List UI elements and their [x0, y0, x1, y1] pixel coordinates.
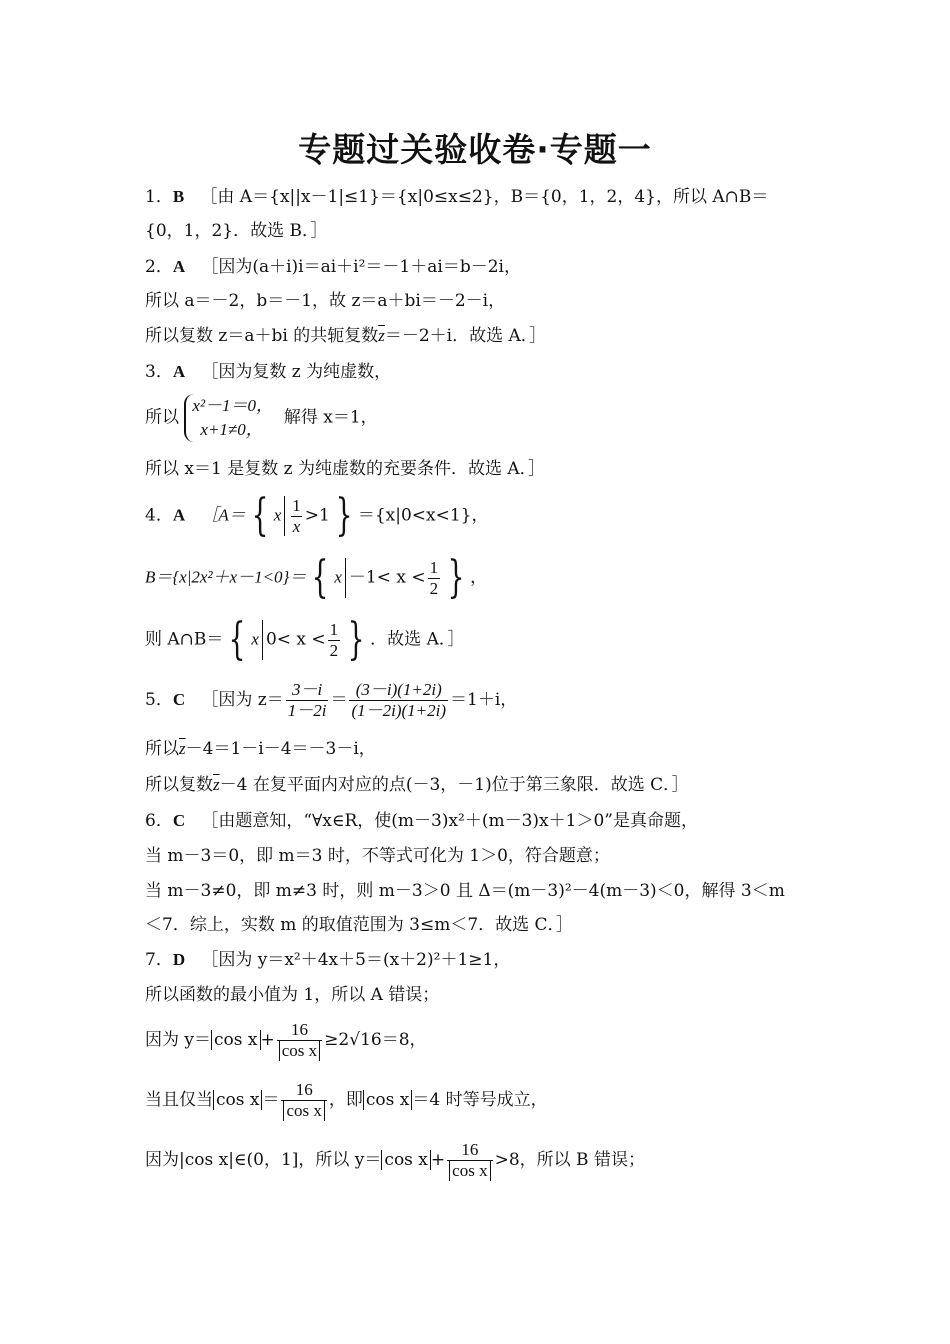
answer-4-line-2	[145, 552, 488, 603]
answer-1-line-1	[145, 186, 768, 208]
denominator	[447, 1160, 492, 1181]
answer-2-line-3	[145, 325, 546, 347]
equation-row: x²－1＝0，	[192, 396, 274, 415]
equation-system	[184, 394, 273, 442]
denominator: 2	[329, 640, 339, 660]
answer-3-system	[145, 394, 378, 442]
set-condition: 0< x <	[265, 629, 326, 650]
explanation-text: B＝{x|2x²＋x－1<0}＝	[145, 567, 307, 587]
absolute-value: cos x	[213, 1090, 262, 1110]
inequality: >1	[304, 505, 330, 526]
explanation-text: 所以	[145, 407, 179, 428]
answer-5-line-2	[145, 738, 376, 760]
answer-letter: B	[172, 187, 185, 206]
answer-5-line-1	[145, 680, 517, 721]
absolute-value: cos x	[363, 1090, 412, 1110]
answer-letter: A	[172, 505, 186, 525]
explanation-text: 因为 y＝	[145, 1030, 212, 1050]
answer-letter: C	[172, 690, 186, 709]
right-brace: }	[447, 552, 465, 603]
explanation-text: 则 A∩B＝	[145, 629, 224, 650]
equals-sign: ＝	[262, 1090, 280, 1110]
explanation-text: ［A＝	[201, 505, 246, 525]
numerator: 3－i	[291, 680, 323, 699]
answer-7-line-1	[145, 949, 510, 971]
fraction	[277, 1020, 322, 1061]
plus-sign: +	[260, 1030, 275, 1050]
fraction	[428, 558, 441, 599]
conjugate-z: $\overline{z}$	[378, 326, 385, 345]
set-condition: －1< x <	[348, 567, 426, 588]
set-separator	[345, 558, 346, 598]
explanation-text: ．故选 A．］	[370, 629, 465, 650]
explanation-text: ［由题意知，“∀x∈R，使(m－3)x²＋(m－3)x＋1＞0”是真命题，	[201, 811, 698, 831]
explanation-text: 因为|cos x|∈(0，1]，所以 y＝	[145, 1150, 382, 1170]
equation-row: x+1≠0，	[200, 420, 263, 439]
set-variable: x	[334, 567, 342, 587]
explanation-text: －4＝1－i－4＝－3－i，	[185, 739, 376, 759]
explanation-text: 当 m－3≠0，即 m≠3 时，则 m－3＞0 且 Δ＝(m－3)²－4(m－3)＜0，解得 3＜m	[145, 881, 785, 901]
answer-6-line-1	[145, 810, 698, 832]
explanation-text: ［由 A＝{x||x－1|≤1}＝{x|0≤x≤2}，B＝{0，1，2，4}，所以 A∩B＝	[200, 187, 769, 207]
denominator: 1－2i	[287, 701, 327, 720]
explanation-text: 所以	[145, 739, 179, 759]
answer-letter: A	[172, 257, 186, 276]
explanation-text: ，即	[328, 1090, 363, 1110]
numerator: 1	[292, 495, 301, 515]
set-separator	[262, 620, 263, 660]
absolute-value: cos x	[449, 1161, 490, 1181]
item-number: 6．	[145, 811, 173, 831]
explanation-text: 所以复数	[145, 775, 213, 795]
explanation-text: ＝{x|0<x<1}，	[357, 505, 489, 526]
explanation-text: ［因为 z＝	[201, 690, 284, 710]
numerator: 16	[290, 1020, 308, 1039]
explanation-text: 所以函数的最小值为 1，所以 A 错误；	[145, 985, 440, 1005]
answer-7-line-3	[145, 1020, 427, 1061]
fraction	[447, 1140, 492, 1181]
absolute-value: cos x	[283, 1101, 324, 1121]
explanation-text: 当 m－3＝0，即 m＝3 时，不等式可化为 1＞0，符合题意；	[145, 846, 610, 866]
plus-sign: +	[430, 1150, 446, 1170]
answer-7-line-4	[145, 1080, 548, 1121]
item-number: 5．	[145, 690, 173, 710]
answer-2-line-1	[145, 256, 521, 278]
fraction	[328, 620, 341, 661]
item-number: 4．	[145, 505, 173, 526]
absolute-value: cos x	[381, 1150, 430, 1170]
page-title: 专题过关验收卷·专题一	[298, 130, 652, 169]
answer-4-line-1	[145, 490, 489, 541]
explanation-text: ［因为(a＋i)i＝ai＋i²＝－1＋ai＝b－2i，	[201, 257, 521, 277]
answer-letter: C	[172, 811, 186, 830]
numerator: (3－i)(1+2i)	[355, 680, 442, 699]
absolute-value: cos x	[211, 1030, 260, 1050]
left-brace: {	[229, 614, 246, 665]
denominator: x	[292, 516, 301, 536]
absolute-value: cos x	[279, 1041, 320, 1061]
numerator: 1	[429, 557, 439, 577]
answer-7-line-2	[145, 984, 439, 1006]
item-number: 1．	[145, 187, 173, 207]
explanation-text: 当且仅当	[145, 1090, 213, 1110]
answer-6-line-3	[145, 880, 785, 902]
answer-3-line-3	[145, 458, 545, 480]
fraction	[290, 496, 303, 537]
denominator: 2	[429, 578, 439, 598]
explanation-text: 所以 a＝－2，b＝－1，故 z＝a＋bi＝－2－i，	[145, 291, 506, 311]
fraction	[281, 1080, 326, 1121]
left-brace: {	[311, 552, 329, 603]
answer-5-line-3	[145, 774, 689, 796]
equals-sign: ＝	[330, 690, 348, 710]
explanation-text: ＝1＋i，	[450, 690, 518, 710]
answer-3-line-1	[145, 361, 391, 383]
set-variable: x	[273, 505, 282, 525]
explanation-text: {0，1，2}．故选 B．］	[145, 221, 328, 241]
right-brace: }	[335, 490, 353, 541]
denominator: (1－2i)(1+2i)	[351, 701, 446, 720]
answer-letter: A	[172, 362, 186, 381]
explanation-text: ［因为 y＝x²＋4x＋5＝(x＋2)²＋1≥1，	[201, 950, 511, 970]
denominator	[281, 1100, 326, 1121]
numerator: 1	[329, 619, 339, 639]
numerator: 16	[461, 1140, 479, 1159]
answer-6-line-2	[145, 845, 610, 867]
numerator: 16	[295, 1080, 313, 1099]
answer-4-line-3	[145, 614, 465, 665]
answer-2-line-2	[145, 290, 505, 312]
right-brace: }	[347, 614, 365, 665]
item-number: 2．	[145, 257, 173, 277]
left-brace: {	[251, 490, 269, 541]
explanation-text: 所以 x＝1 是复数 z 为纯虚数的充要条件．故选 A．］	[145, 459, 546, 479]
explanation-text: ＝－2＋i．故选 A．］	[384, 326, 547, 346]
explanation-text: 解得 x＝1，	[283, 407, 378, 428]
set-separator	[284, 496, 285, 536]
denominator	[277, 1040, 322, 1061]
explanation-text: ［因为复数 z 为纯虚数，	[201, 362, 392, 382]
explanation-text: ，	[470, 567, 488, 588]
explanation-text: 所以复数 z＝a＋bi 的共轭复数	[145, 326, 379, 346]
item-number: 3．	[145, 362, 173, 382]
set-variable: x	[251, 629, 259, 649]
fraction	[349, 680, 448, 721]
conjugate-z: $\overline{z}$	[213, 775, 220, 794]
answer-letter: D	[172, 950, 186, 969]
conjugate-z: $\overline{z}$	[179, 739, 186, 758]
answer-7-line-5	[145, 1140, 645, 1181]
answer-1-line-2	[145, 220, 327, 242]
explanation-text: －4 在复平面内对应的点(－3，－1)位于第三象限．故选 C．］	[219, 775, 689, 795]
explanation-text: ＝4 时等号成立，	[412, 1090, 548, 1110]
explanation-text: >8，所以 B 错误；	[494, 1150, 645, 1170]
explanation-text: ＜7．综上，实数 m 的取值范围为 3≤m＜7．故选 C．］	[145, 915, 574, 935]
explanation-text: ≥2√16＝8，	[324, 1030, 427, 1050]
item-number: 7．	[145, 950, 173, 970]
answer-6-line-4	[145, 914, 573, 936]
fraction	[286, 680, 329, 721]
